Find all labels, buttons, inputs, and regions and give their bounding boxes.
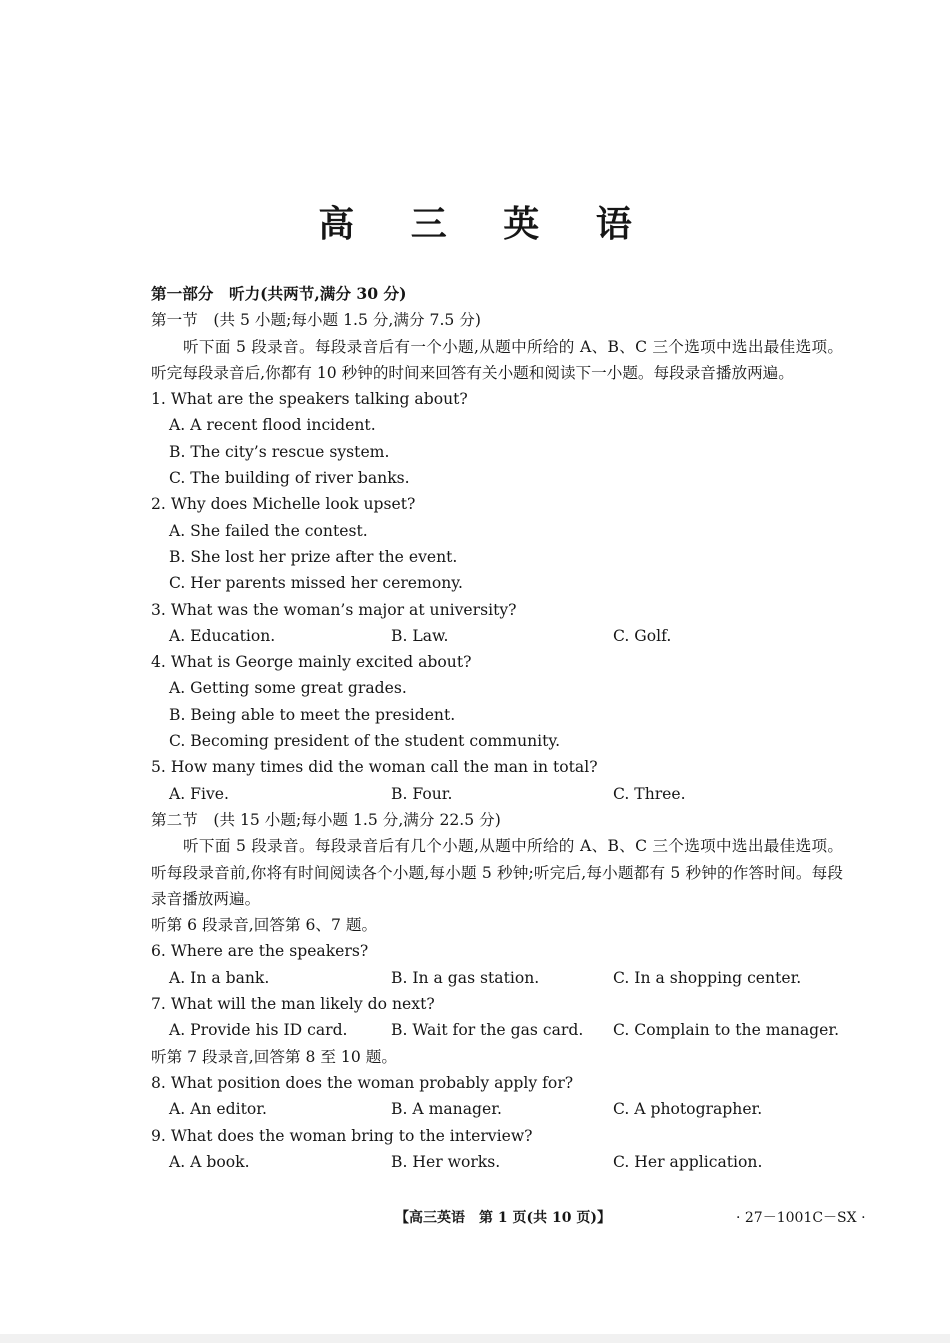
question-stem: 3. What was the woman’s major at university? — [151, 600, 517, 619]
instructions: 听下面 5 段录音。每段录音后有几个小题,从题中所给的 A、B、C 三个选项中选出最佳选项。听每段录音前,你将有时间阅读各个小题,每小题 5 秒钟;听完后,每小题都有 5 秒钟的作答时间。每段录音播放两遍。 — [151, 837, 843, 908]
instructions: 听下面 5 段录音。每段录音后有一个小题,从题中所给的 A、B、C 三个选项中选出最佳选项。听完每段录音后,你都有 10 秒钟的时间来回答有关小题和阅读下一小题。每段录音播放两遍。 — [151, 337, 843, 382]
option-row — [151, 1149, 843, 1175]
option: C. Three. — [613, 784, 686, 803]
option: A. Education. — [169, 626, 276, 645]
option: B. The city’s rescue system. — [169, 442, 390, 461]
option: B. Being able to meet the president. — [169, 705, 456, 724]
question-stem: 9. What does the woman bring to the interview? — [151, 1126, 533, 1145]
section-heading: 第一节 (共 5 小题;每小题 1.5 分,满分 7.5 分) — [151, 311, 481, 330]
option: A. Provide his ID card. — [169, 1021, 348, 1040]
option: B. Wait for the gas card. — [391, 1021, 584, 1040]
option: C. Her application. — [613, 1152, 763, 1171]
group-heading: 听第 6 段录音,回答第 6、7 题。 — [151, 916, 378, 935]
option-row — [151, 965, 843, 991]
option: C. Becoming president of the student community. — [169, 732, 561, 751]
page-number-label: 【高三英语 第 1 页(共 10 页)】 — [395, 1210, 611, 1226]
option: B. She lost her prize after the event. — [169, 547, 458, 566]
question-stem: 7. What will the man likely do next? — [151, 995, 435, 1014]
question-stem: 4. What is George mainly excited about? — [151, 653, 472, 672]
option-row — [151, 781, 843, 807]
option-row — [151, 1096, 843, 1122]
option: A. She failed the contest. — [169, 521, 368, 540]
exam-code: · 27－1001C－SX · — [736, 1210, 866, 1226]
group-heading: 听第 7 段录音,回答第 8 至 10 题。 — [151, 1047, 397, 1066]
page-title: 高 三 英 语 — [318, 203, 654, 245]
option: B. Law. — [391, 626, 449, 645]
scan-edge — [0, 1334, 950, 1343]
option: A. An editor. — [169, 1100, 267, 1119]
option: C. In a shopping center. — [613, 968, 802, 987]
option: C. A photographer. — [613, 1100, 763, 1119]
option: C. Her parents missed her ceremony. — [169, 574, 463, 593]
question-stem: 1. What are the speakers talking about? — [151, 390, 468, 409]
option: A. In a bank. — [169, 968, 270, 987]
part-heading: 第一部分 听力(共两节,满分 30 分) — [151, 284, 407, 303]
option: C. Golf. — [613, 626, 672, 645]
option: C. The building of river banks. — [169, 469, 410, 488]
option: C. Complain to the manager. — [613, 1021, 840, 1040]
option: B. Four. — [391, 784, 453, 803]
question-stem: 6. Where are the speakers? — [151, 942, 369, 961]
section-heading: 第二节 (共 15 小题;每小题 1.5 分,满分 22.5 分) — [151, 810, 501, 829]
question-stem: 8. What position does the woman probably apply for? — [151, 1073, 574, 1092]
option: A. A recent flood incident. — [169, 416, 376, 435]
option-row — [151, 623, 843, 649]
option: A. A book. — [169, 1152, 250, 1171]
option: A. Five. — [169, 784, 229, 803]
exam-content — [151, 281, 843, 1175]
option: B. A manager. — [391, 1100, 502, 1119]
option: A. Getting some great grades. — [169, 679, 407, 698]
question-stem: 2. Why does Michelle look upset? — [151, 495, 416, 514]
option: B. In a gas station. — [391, 968, 540, 987]
option: B. Her works. — [391, 1152, 501, 1171]
option-row — [151, 1017, 843, 1043]
question-stem: 5. How many times did the woman call the man in total? — [151, 758, 598, 777]
